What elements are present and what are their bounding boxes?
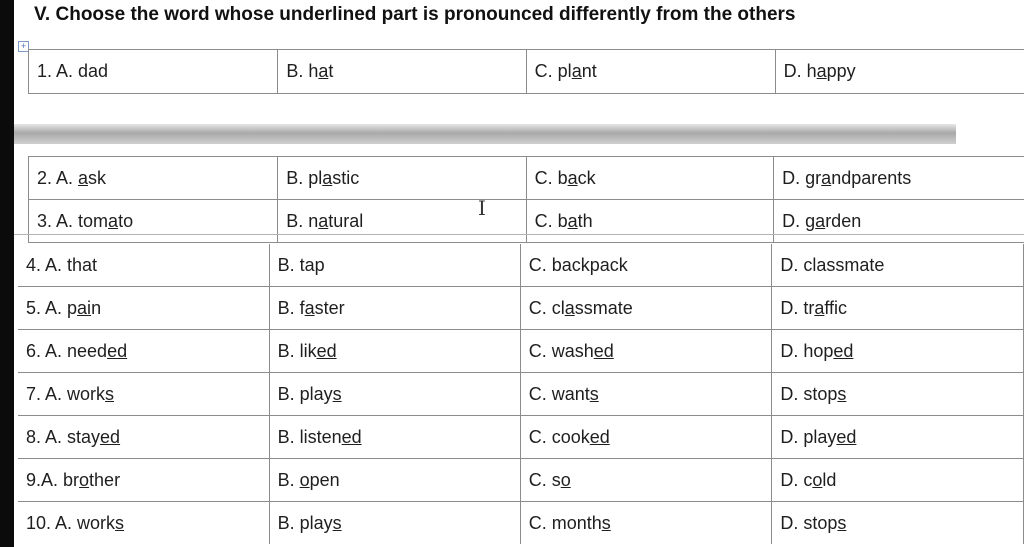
question-table-3 <box>18 244 1024 544</box>
answer-option[interactable]: B. listened <box>269 416 520 459</box>
question-table-2 <box>28 156 1024 243</box>
table-row <box>18 416 1024 459</box>
answer-option[interactable]: 1. A. dad <box>29 50 278 94</box>
table-row <box>29 200 1024 243</box>
answer-option[interactable]: 9.A. brother <box>18 459 269 502</box>
answer-option[interactable]: 7. A. works <box>18 373 269 416</box>
question-table-1 <box>28 49 1024 94</box>
answer-option[interactable]: D. stops <box>772 502 1024 545</box>
answer-option[interactable]: B. tap <box>269 244 520 287</box>
move-handle-icon[interactable]: + <box>18 41 29 52</box>
answer-option[interactable]: 6. A. needed <box>18 330 269 373</box>
answer-option[interactable]: B. natural <box>278 200 526 243</box>
answer-option[interactable]: B. plays <box>269 502 520 545</box>
table-row <box>18 244 1024 287</box>
answer-option[interactable]: C. classmate <box>520 287 772 330</box>
exercise-heading: V. Choose the word whose underlined part is pronounced differently from the others <box>34 4 796 25</box>
left-window-edge <box>0 0 14 547</box>
page-break-band <box>14 124 956 144</box>
answer-option[interactable]: D. stops <box>772 373 1024 416</box>
table-row <box>18 459 1024 502</box>
answer-option[interactable]: C. cooked <box>520 416 772 459</box>
answer-option[interactable]: B. open <box>269 459 520 502</box>
page-edge-line <box>14 234 1024 235</box>
answer-option[interactable]: D. garden <box>774 200 1024 243</box>
answer-option[interactable]: B. liked <box>269 330 520 373</box>
answer-option[interactable]: C. bath <box>526 200 774 243</box>
answer-option[interactable]: 3. A. tomato <box>29 200 278 243</box>
answer-option[interactable]: D. hoped <box>772 330 1024 373</box>
table-row <box>29 50 1024 94</box>
table-row <box>18 502 1024 545</box>
answer-option[interactable]: D. cold <box>772 459 1024 502</box>
answer-option[interactable]: B. faster <box>269 287 520 330</box>
answer-option[interactable]: C. plant <box>526 50 775 94</box>
answer-option[interactable]: B. hat <box>278 50 526 94</box>
answer-option[interactable]: 4. A. that <box>18 244 269 287</box>
answer-option[interactable]: C. so <box>520 459 772 502</box>
answer-option[interactable]: 10. A. works <box>18 502 269 545</box>
answer-option[interactable]: C. washed <box>520 330 772 373</box>
answer-option[interactable]: C. months <box>520 502 772 545</box>
answer-option[interactable]: 8. A. stayed <box>18 416 269 459</box>
table-row <box>18 330 1024 373</box>
answer-option[interactable]: C. backpack <box>520 244 772 287</box>
answer-option[interactable]: B. plastic <box>278 157 526 200</box>
answer-option[interactable]: D. grandparents <box>774 157 1024 200</box>
table-row <box>18 373 1024 416</box>
answer-option[interactable]: D. played <box>772 416 1024 459</box>
answer-option[interactable]: D. happy <box>775 50 1024 94</box>
table-row <box>18 287 1024 330</box>
text-cursor-icon: I <box>478 196 486 220</box>
answer-option[interactable]: D. classmate <box>772 244 1024 287</box>
answer-option[interactable]: B. plays <box>269 373 520 416</box>
answer-option[interactable]: C. back <box>526 157 774 200</box>
answer-option[interactable]: C. wants <box>520 373 772 416</box>
table-row <box>29 157 1024 200</box>
answer-option[interactable]: 5. A. pain <box>18 287 269 330</box>
answer-option[interactable]: D. traffic <box>772 287 1024 330</box>
answer-option[interactable]: 2. A. ask <box>29 157 278 200</box>
